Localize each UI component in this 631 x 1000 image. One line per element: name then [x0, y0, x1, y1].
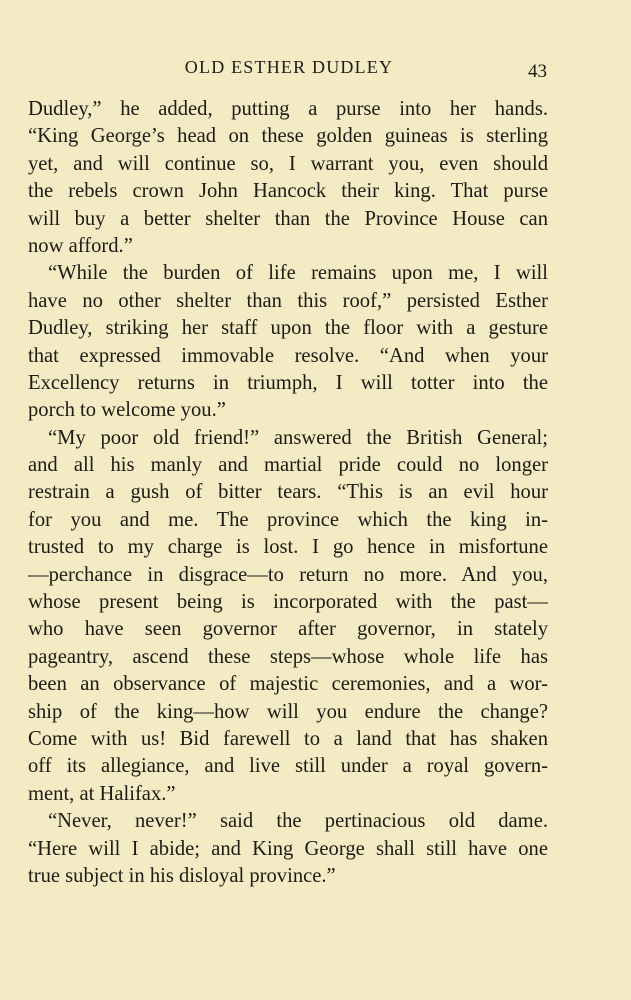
text-line: Dudley,” he added, putting a purse into her hands.: [28, 98, 548, 120]
text-line: Dudley, striking her staff upon the floor with a gesture: [28, 317, 548, 340]
text-line: “King George’s head on these golden guineas is sterling: [28, 125, 548, 148]
text-line: whose present being is incorporated with the past—: [28, 591, 548, 614]
text-line: true subject in his disloyal province.”: [28, 864, 336, 887]
text-line: the rebels crown John Hancock their king. That purse: [28, 180, 548, 203]
text-line: now afford.”: [28, 234, 133, 257]
text-line: “My poor old friend!” answered the British General;: [48, 426, 548, 449]
text-line: been an observance of majestic ceremonies, and a wor-: [28, 673, 548, 696]
text-line: Come with us! Bid farewell to a land that has shaken: [28, 727, 548, 750]
text-line: pageantry, ascend these steps—whose whole life has: [28, 645, 548, 668]
text-line: off its allegiance, and live still under a royal govern-: [28, 755, 548, 778]
text-line: —perchance in disgrace—to return no more. And you,: [28, 563, 548, 586]
text-line: ment, at Halifax.”: [28, 782, 176, 805]
text-line: and all his manly and martial pride could no longer: [28, 454, 548, 477]
text-line: “Here will I abide; and King George shall still have one: [28, 837, 548, 860]
text-line: porch to welcome you.”: [28, 399, 226, 422]
text-line: “While the burden of life remains upon me, I will: [48, 262, 548, 285]
running-head: [0, 57, 631, 81]
running-title: OLD ESTHER DUDLEY: [184, 57, 394, 77]
page-number: 43: [528, 61, 547, 82]
text-line: for you and me. The province which the king in-: [28, 508, 548, 531]
text-line: restrain a gush of bitter tears. “This is an evil hour: [28, 481, 548, 504]
text-line: that expressed immovable resolve. “And when your: [28, 344, 548, 367]
text-line: have no other shelter than this roof,” persisted Esther: [28, 289, 548, 312]
text-line: who have seen governor after governor, in stately: [28, 618, 548, 641]
text-line: yet, and will continue so, I warrant you, even should: [28, 152, 548, 175]
text-line: will buy a better shelter than the Province House can: [28, 207, 548, 230]
text-line: “Never, never!” said the pertinacious old dame.: [48, 810, 548, 833]
body-text: [28, 96, 548, 890]
text-line: ship of the king—how will you endure the change?: [28, 700, 548, 723]
text-line: trusted to my charge is lost. I go hence in misfortune: [28, 536, 548, 559]
text-line: Excellency returns in triumph, I will totter into the: [28, 371, 548, 394]
